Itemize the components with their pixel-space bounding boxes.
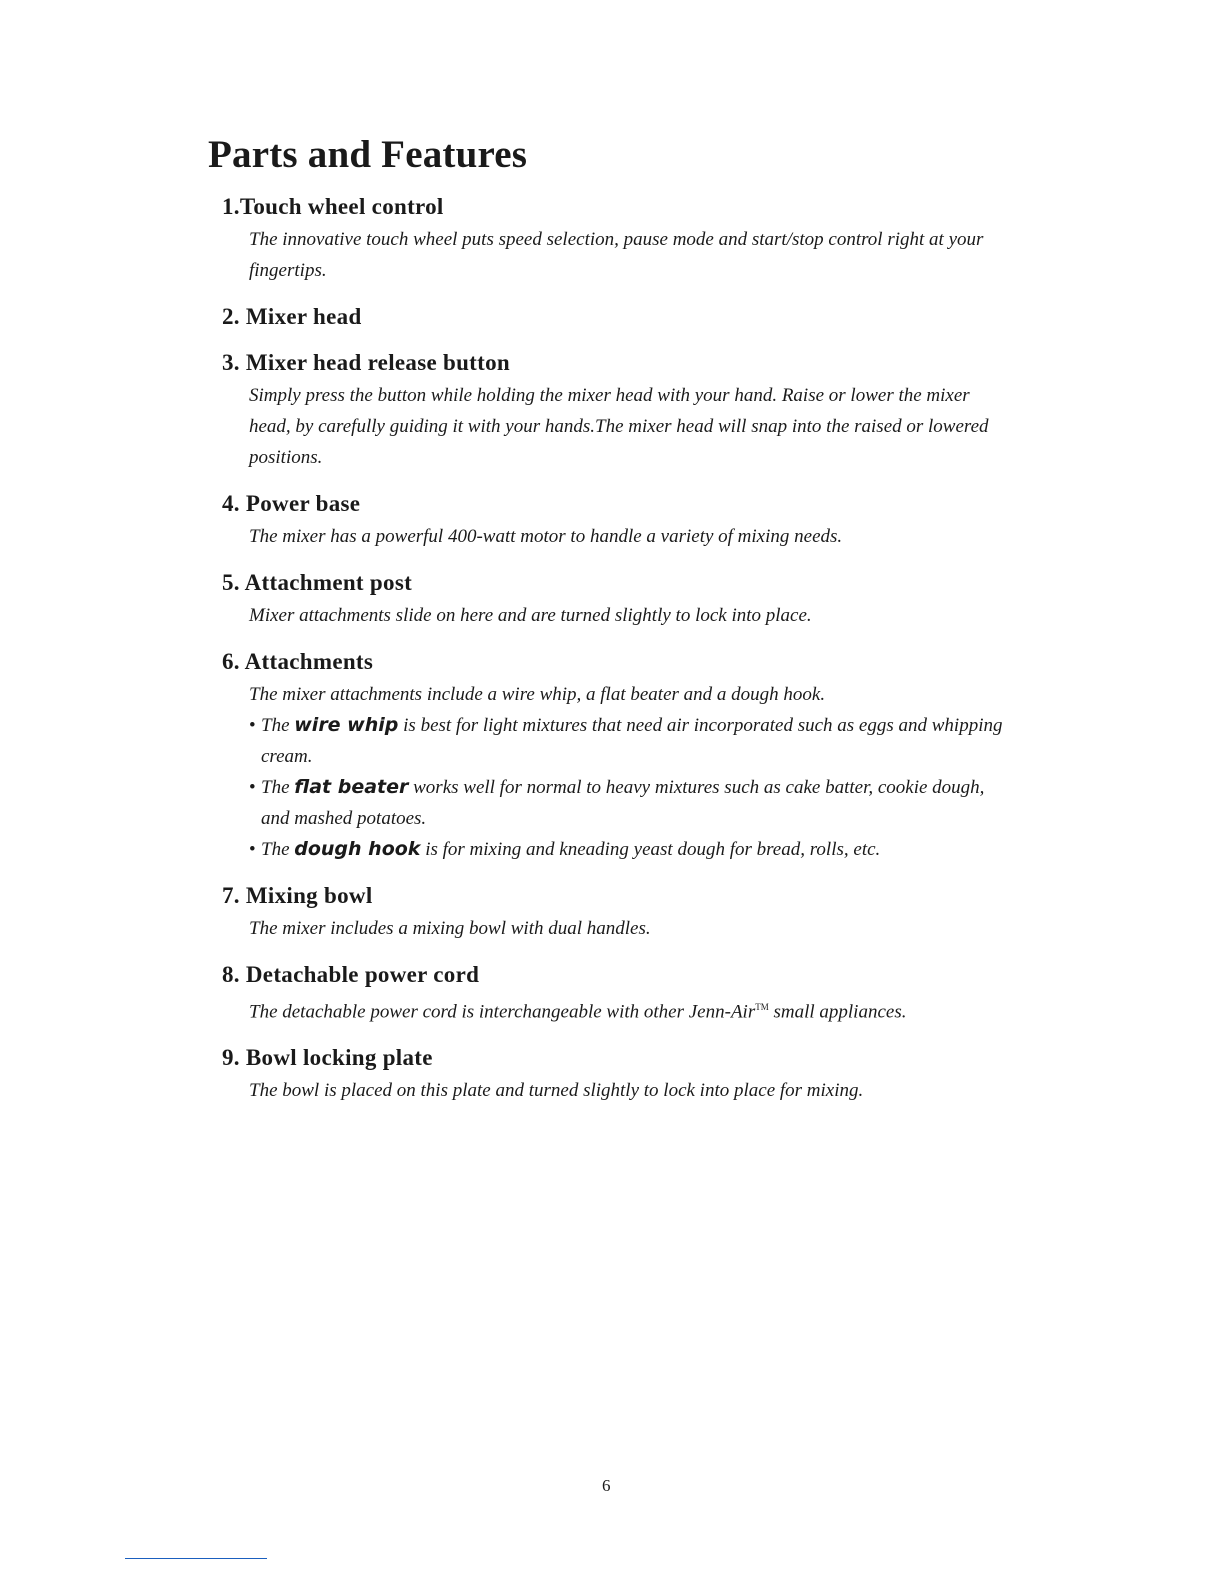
- attachment-list: [222, 710, 1012, 865]
- section-description: Mixer attachments slide on here and are turned slightly to lock into place.: [249, 605, 812, 626]
- section-heading: 3. Mixer head release button: [222, 350, 510, 375]
- bullet-term: flat beater: [294, 776, 409, 798]
- part-bowl-locking-plate: [222, 1041, 1012, 1106]
- bullet-text: is best for light mixtures that need air incorporated such as eggs and whipping cream.: [261, 715, 1003, 767]
- bullet-text: is for mixing and kneading yeast dough for bread, rolls, etc.: [420, 839, 881, 860]
- part-power-base: [222, 487, 1012, 552]
- description-text: small appliances.: [768, 1001, 907, 1023]
- section-description: The mixer includes a mixing bowl with dual handles.: [249, 918, 651, 939]
- section-description: The mixer has a powerful 400-watt motor to handle a variety of mixing needs.: [249, 526, 843, 547]
- page-title: Parts and Features: [208, 133, 528, 176]
- section-heading: 1.Touch wheel control: [222, 194, 444, 219]
- attachment-dough-hook: [249, 834, 1012, 865]
- attachment-wire-whip: [249, 710, 1012, 772]
- bullet-prefix: The: [261, 777, 295, 798]
- trademark-mark: TM: [755, 1002, 769, 1012]
- bullet-marker: •: [249, 715, 256, 736]
- section-description: [222, 992, 1012, 1027]
- part-detachable-power-cord: [222, 958, 1012, 1027]
- bullet-marker: •: [249, 777, 256, 798]
- section-heading: 9. Bowl locking plate: [222, 1045, 433, 1071]
- description-text: The detachable power cord is interchangeable with other Jenn-Air: [249, 1001, 756, 1023]
- page-number: 6: [602, 1476, 611, 1495]
- part-mixer-head: [222, 300, 1012, 334]
- bullet-text: works well for normal to heavy mixtures such as cake batter, cookie dough, and mashed potatoes.: [261, 777, 985, 829]
- section-heading: 8. Detachable power cord: [222, 962, 480, 987]
- bullet-prefix: The: [261, 839, 295, 860]
- section-description: The mixer attachments include a wire whip, a flat beater and a dough hook.: [249, 684, 826, 705]
- part-attachment-post: [222, 566, 1012, 631]
- part-touch-wheel-control: [222, 190, 1012, 286]
- part-mixer-head-release-button: [222, 346, 1012, 473]
- section-heading: 4. Power base: [222, 491, 361, 516]
- bullet-prefix: The: [261, 715, 295, 736]
- section-description: Simply press the button while holding the mixer head with your hand. Raise or lower the mixer head, by carefully guiding it with your hands.The mixer head will snap into the raised or lowered positions.: [249, 385, 989, 468]
- bullet-term: dough hook: [294, 838, 421, 860]
- bullet-marker: •: [249, 839, 256, 860]
- section-heading: 2. Mixer head: [222, 304, 362, 329]
- section-heading: 7. Mixing bowl: [222, 883, 373, 908]
- part-attachments: [222, 645, 1012, 865]
- bullet-term: wire whip: [294, 714, 399, 736]
- footer-rule: [125, 1558, 267, 1559]
- attachment-flat-beater: [249, 772, 1012, 834]
- section-heading: 6. Attachments: [222, 649, 374, 674]
- section-description: The bowl is placed on this plate and turned slightly to lock into place for mixing.: [249, 1080, 864, 1102]
- section-heading: 5. Attachment post: [222, 570, 413, 595]
- part-mixing-bowl: [222, 879, 1012, 944]
- section-description: The innovative touch wheel puts speed selection, pause mode and start/stop control right at your fingertips.: [249, 229, 984, 281]
- parts-list: [222, 190, 1012, 1106]
